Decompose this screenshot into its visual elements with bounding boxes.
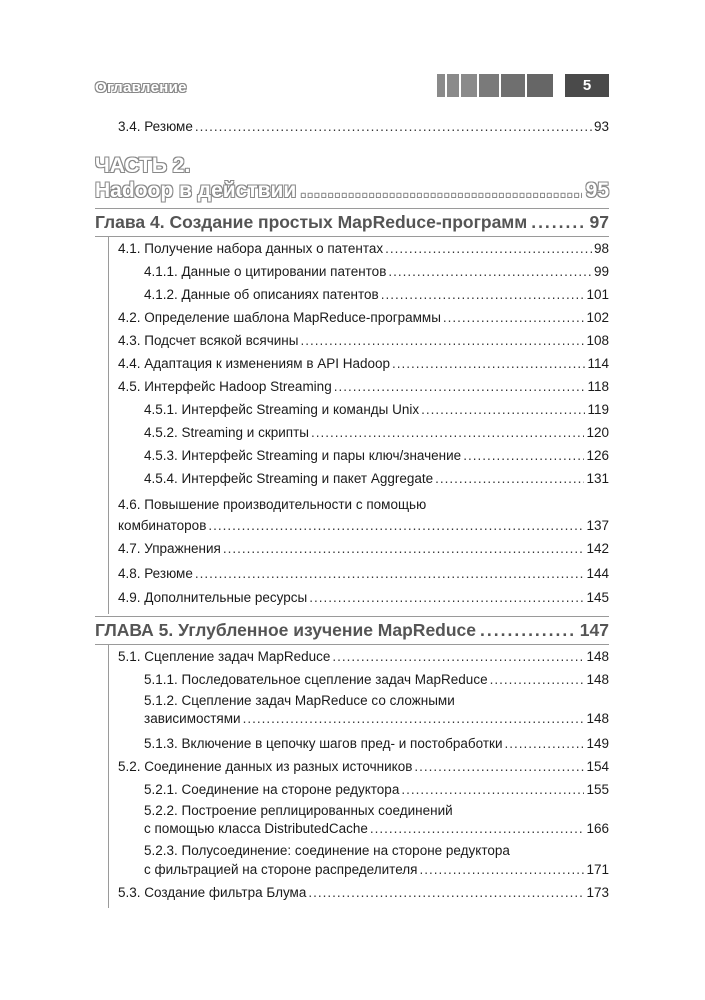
chapter-page: 147: [579, 620, 609, 640]
chapter-heading: [95, 620, 609, 641]
toc-entry: 4.8. Резюме ..... 144: [118, 566, 609, 581]
toc-entry: 5.2.1. Соединение на стороне редуктора ..... 155: [144, 782, 609, 797]
header-decoration-bar: [437, 74, 555, 97]
toc-entry: 4.5.2. Streaming и скрипты ..... 120: [144, 425, 609, 440]
toc-entry-line: 5.2.3. Полусоединение: соединение на стороне редуктора: [144, 843, 510, 858]
header-bar-block: [479, 74, 499, 97]
toc-entry: 4.9. Дополнительные ресурсы ..... 145: [118, 590, 609, 605]
toc-entry: 4.2. Определение шаблона MapReduce-программы ..... 102: [118, 310, 609, 325]
toc-entry: 4.1.1. Данные о цитировании патентов ..... 99: [144, 264, 609, 279]
toc-entry-line: 5.2.2. Построение реплицированных соединений: [144, 803, 453, 818]
toc-entry: комбинаторов ..... 137: [118, 518, 609, 533]
toc-entry: 3.4. Резюме ..... 93: [118, 119, 609, 134]
toc-entry: 4.1.2. Данные об описаниях патентов ..... 101: [144, 287, 609, 302]
toc-entry: 5.1. Сцепление задач MapReduce ..... 148: [118, 649, 609, 664]
chapter-page: 97: [589, 212, 609, 232]
toc-entry: 4.5.1. Интерфейс Streaming и команды Unix ..... 119: [144, 402, 609, 417]
toc-entry: 5.3. Создание фильтра Блума ..... 173: [118, 885, 609, 900]
toc-entry: 5.1.1. Последовательное сцепление задач MapReduce ..... 148: [144, 672, 609, 687]
part-title: Hadoop в действии: [95, 179, 297, 202]
toc-entry: 4.7. Упражнения ..... 142: [118, 541, 609, 556]
header-bar-block: [437, 74, 445, 97]
page-number: 5: [565, 74, 609, 97]
part-title-row: [95, 179, 609, 203]
toc-entry-line: 5.1.2. Сцепление задач MapReduce со сложными: [144, 693, 455, 708]
toc-entry: 4.5.3. Интерфейс Streaming и пары ключ/значение ..... 126: [144, 448, 609, 463]
header-bar-block: [461, 74, 477, 97]
chapter-vertical-rule: [108, 644, 109, 908]
chapter-heading: [95, 212, 609, 233]
chapter-vertical-rule: [108, 236, 109, 614]
divider: [95, 616, 609, 617]
toc-entry: 5.2. Соединение данных из разных источников ..... 154: [118, 759, 609, 774]
divider: [95, 236, 609, 237]
header-bar-block: [527, 74, 553, 97]
part-heading: ЧАСТЬ 2.: [95, 154, 191, 177]
toc-entry: 4.5. Интерфейс Hadoop Streaming ..... 118: [118, 379, 609, 394]
toc-entry: с помощью класса DistributedCache ..... 166: [144, 821, 609, 836]
running-header-title: Оглавление: [95, 79, 187, 96]
toc-entry: 4.1. Получение набора данных о патентах ..... 98: [118, 241, 609, 256]
toc-entry: 4.5.4. Интерфейс Streaming и пакет Aggregate ..... 131: [144, 471, 609, 486]
toc-entry: зависимостями ..... 148: [144, 711, 609, 726]
toc-entry: 4.4. Адаптация к изменениям в API Hadoop ..... 114: [118, 356, 609, 371]
toc-entry: 4.3. Подсчет всякой всячины ..... 108: [118, 333, 609, 348]
header-bar-block: [501, 74, 525, 97]
chapter-title: ГЛАВА 5. Углубленное изучение MapReduce: [95, 620, 477, 640]
header-bar-block: [447, 74, 459, 97]
toc-entry-line: 4.6. Повышение производительности с помощью: [118, 497, 427, 512]
part-page: 95: [585, 179, 609, 202]
toc-entry: с фильтрацией на стороне распределителя ..... 171: [144, 862, 609, 877]
divider: [95, 644, 609, 645]
toc-entry: 5.1.3. Включение в цепочку шагов пред- и постобработки ..... 149: [144, 736, 609, 751]
divider: [95, 208, 609, 209]
chapter-title: Глава 4. Создание простых MapReduce-программ: [95, 212, 528, 232]
